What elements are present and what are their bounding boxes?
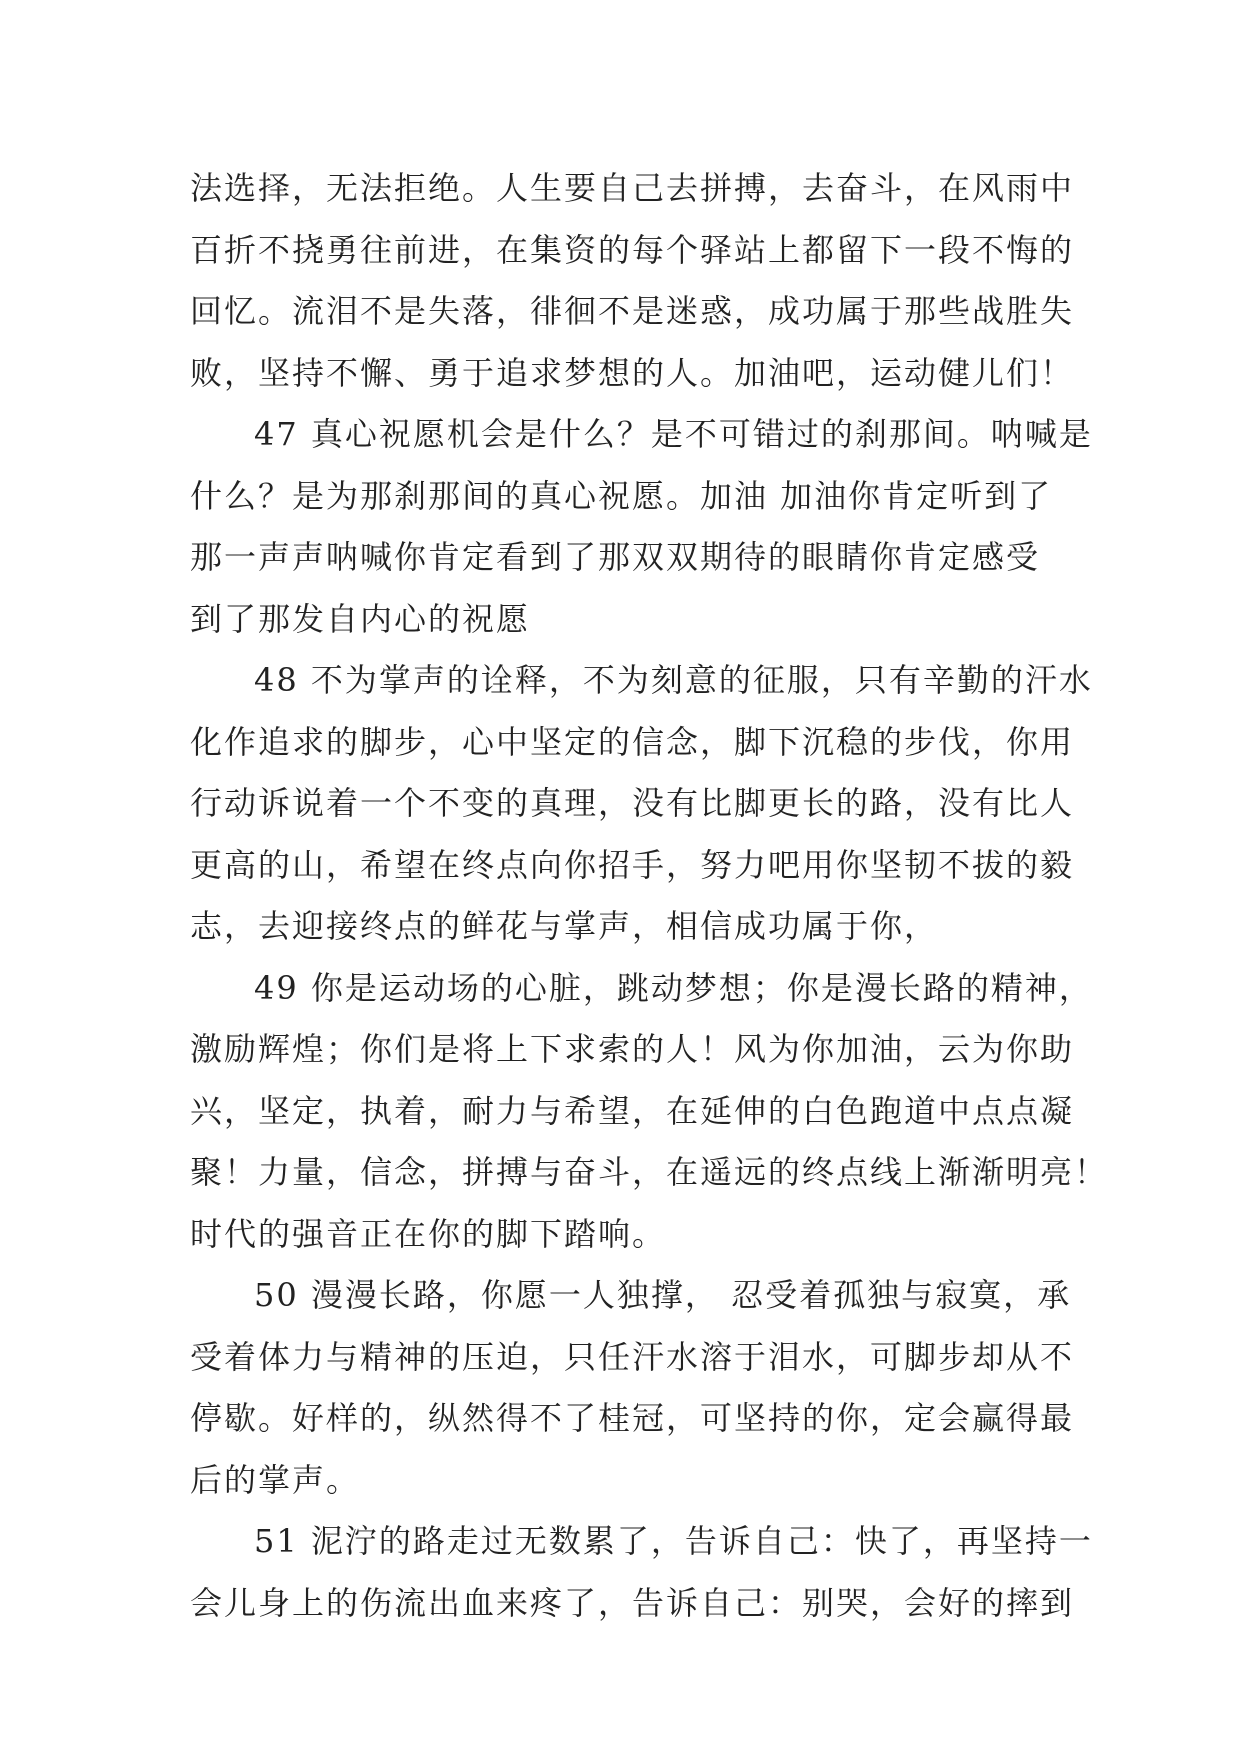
paragraph-48-start: 48 不为掌声的诠释，不为刻意的征服，只有辛勤的汗水 xyxy=(254,661,1093,699)
text-line: 停歇。好样的，纵然得不了桂冠，可坚持的你，定会赢得最 xyxy=(190,1399,1075,1437)
document-body xyxy=(190,158,1109,1634)
text-line: 到了那发自内心的祝愿 xyxy=(190,599,531,638)
text-line: 败，坚持不懈、勇于追求梦想的人。加油吧，运动健儿们！ xyxy=(190,353,1075,392)
paragraph-51-start: 51 泥泞的路走过无数累了，告诉自己：快了，再坚持一 xyxy=(254,1522,1093,1560)
text-line: 受着体力与精神的压迫，只任汗水溶于泪水，可脚步却从不 xyxy=(190,1337,1075,1376)
text-line: 志，去迎接终点的鲜花与掌声，相信成功属于你， xyxy=(190,907,939,945)
text-line: 激励辉煌；你们是将上下求索的人！风为你加油，云为你助 xyxy=(190,1030,1075,1068)
paragraph-49-start: 49 你是运动场的心脏，跳动梦想；你是漫长路的精神， xyxy=(254,968,1093,1007)
text-line: 时代的强音正在你的脚下踏响。 xyxy=(190,1214,667,1253)
paragraph-50-start: 50 漫漫长路，你愿一人独撑， 忍受着孤独与寂寞，承 xyxy=(254,1276,1072,1314)
paragraph-47-start: 47 真心祝愿机会是什么？是不可错过的刹那间。呐喊是 xyxy=(254,415,1093,453)
text-line: 后的掌声。 xyxy=(190,1460,361,1499)
text-line: 化作追求的脚步，心中坚定的信念，脚下沉稳的步伐，你用 xyxy=(190,722,1075,761)
text-line: 回忆。流泪不是失落，徘徊不是迷惑，成功属于那些战胜失 xyxy=(190,292,1075,330)
text-line: 聚！力量，信念，拼搏与奋斗，在遥远的终点线上渐渐明亮！ xyxy=(190,1153,1109,1191)
text-line: 什么？是为那刹那间的真心祝愿。加油 加油你肯定听到了 xyxy=(190,476,1053,515)
text-line: 行动诉说着一个不变的真理，没有比脚更长的路，没有比人 xyxy=(190,784,1075,822)
text-line: 百折不挠勇往前进，在集资的每个驿站上都留下一段不悔的 xyxy=(190,230,1075,269)
text-line: 兴，坚定，执着，耐力与希望，在延伸的白色跑道中点点凝 xyxy=(190,1091,1075,1130)
text-line: 法选择，无法拒绝。人生要自己去拼搏，去奋斗，在风雨中 xyxy=(190,169,1075,207)
text-line: 会儿身上的伤流出血来疼了，告诉自己：别哭，会好的摔到 xyxy=(190,1583,1075,1622)
text-line: 更高的山，希望在终点向你招手，努力吧用你坚韧不拔的毅 xyxy=(190,845,1075,884)
text-line: 那一声声呐喊你肯定看到了那双双期待的眼睛你肯定感受 xyxy=(190,538,1041,576)
